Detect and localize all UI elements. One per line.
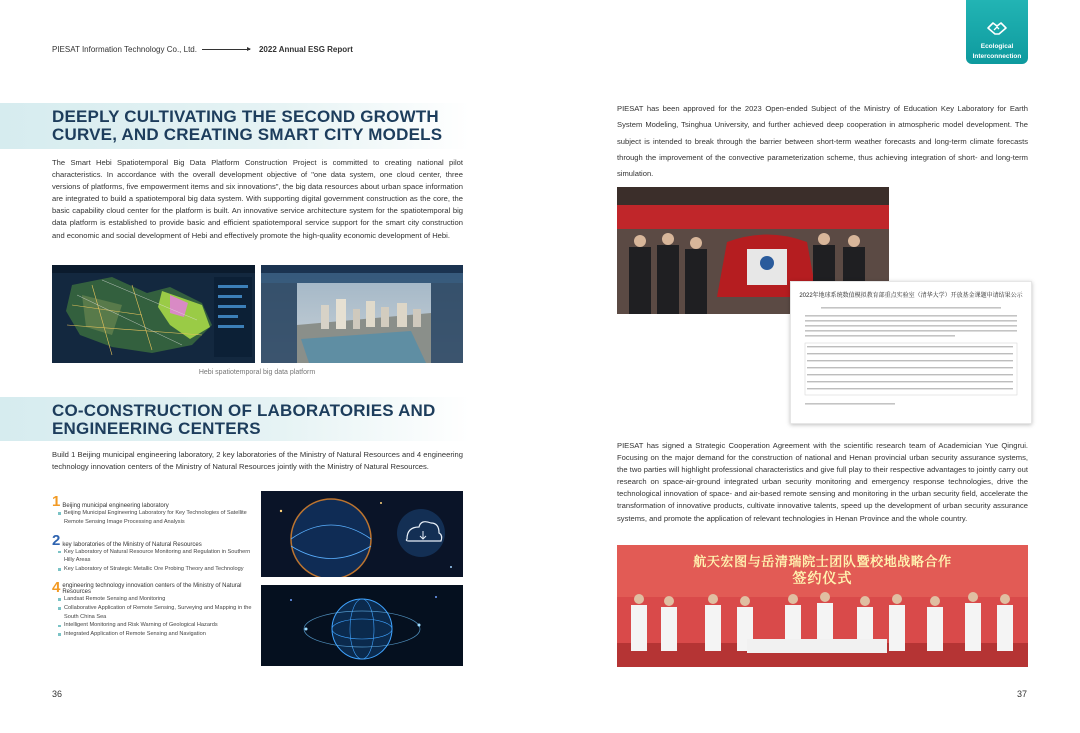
platform-caption: Hebi spatiotemporal big data platform xyxy=(198,369,316,376)
academician-paragraph: PIESAT has signed a Strategic Cooperation Agreement with the scientific research team of Academician Yue Qingrui. Focusing on the major demand for the construction of national and Henan provincial urban security assurance systems, the two parties will highlight professional characteristics and give full play to their respective advantages to jointly carry out research on space-air-ground integrated urban security monitoring and emergency response technologies, drive the technological innovation of space- and air-based remote sensing and monitoring in the urban security field, accelerate the transformation of innovative products, cultivate innovative talents, speed up the development of urban security assurance systems, and promote the application of relevant technologies in Henan Province and the whole country. xyxy=(617,441,1028,523)
announcement-document xyxy=(790,281,1032,424)
company-name: PIESAT Information Technology Co., Ltd. xyxy=(52,45,197,54)
hebi-map-image xyxy=(52,265,255,363)
handshake-icon xyxy=(986,20,1008,36)
lab-group-3 xyxy=(52,578,252,639)
lab-group-title: Beijing municipal engineering laboratory xyxy=(62,503,169,509)
smart-hebi-paragraph: The Smart Hebi Spatiotemporal Big Data Platform Construction Project is committed to creating national pilot characteristics. In accordance with the overall development objective of "one data system, one cloud center, three versions of platforms, five empowerment items and six innovations", the big data resources about urban space information are integrated to build a spatiotemporal big data system. With supporting digital government construction as the core, the basic capability cloud center for the platform is built. An innovative service architecture system for the spatiotemporal big data platform is established to provide basic and efficient spatiotemporal service support for the smart city construction and economic and social development of Hebi and effectively promote the high-quality economic development of Hebi. xyxy=(52,158,463,240)
lab-count: 2 xyxy=(52,531,61,549)
hebi-city-image xyxy=(261,265,463,363)
globe-tech-image xyxy=(261,585,463,666)
lab-item: Collaborative Application of Remote Sensing, Surveying and Mapping in the South China Sea xyxy=(52,604,252,622)
lab-group-header xyxy=(52,531,252,549)
announcement-title: 2022年地球系统数值模拟教育部重点实验室（清华大学）开放基金课题申请结果公示 xyxy=(799,293,1023,299)
lab-group-title: key laboratories of the Ministry of Natural Resources xyxy=(62,541,202,548)
lab-list xyxy=(52,495,252,646)
badge-label-2: Interconnection xyxy=(972,53,1022,60)
section-title-band-2 xyxy=(0,397,470,441)
arrow-icon xyxy=(202,49,250,50)
page-number-right: 37 xyxy=(1017,689,1028,699)
lab-item: Beijing Municipal Engineering Laboratory for Key Technologies of Satellite Remote Sensing Image Processing and Analysis xyxy=(52,509,252,527)
lab-group-header xyxy=(52,495,252,509)
banner-line-2: 签约仪式 xyxy=(792,571,853,587)
tsinghua-paragraph: PIESAT has been approved for the 2023 Open-ended Subject of the Ministry of Education Key Laboratory for Earth System Modeling, Tsinghua University, and further achieved deep cooperation in atmospheric model development. The subject is intended to break through the barrier between short-term weather forecasts and long-term climate forecasts through the improvement of the convective parameterization scheme, thus achieving integration of short- and long-term simulation. xyxy=(617,104,1028,179)
labs-intro-paragraph: Build 1 Beijing municipal engineering laboratory, 2 key laboratories of the Ministry of Natural Resources and 4 engineering technology innovation centers of the Ministry of Natural Resources jointly with the Ministry of Natural Resources. xyxy=(52,450,463,472)
lab-group-header xyxy=(52,578,252,596)
lab-item: Integrated Application of Remote Sensing and Navigation xyxy=(52,630,252,639)
lab-item: Key Laboratory of Natural Resource Monitoring and Regulation in Southern Hilly Areas xyxy=(52,548,252,566)
section-title-band xyxy=(0,103,470,149)
section-title-line-2: CURVE, AND CREATING SMART CITY MODELS xyxy=(52,125,443,144)
section-title-line-1: DEEPLY CULTIVATING THE SECOND GROWTH xyxy=(52,107,439,126)
lab-count: 1 xyxy=(52,493,61,510)
lab-group-2 xyxy=(52,531,252,574)
cloud-tech-image xyxy=(261,491,463,577)
lab-group-title: engineering technology innovation centers of the Ministry of Natural Resources xyxy=(62,582,242,595)
badge-label-1: Ecological xyxy=(980,43,1014,50)
signing-ceremony-photo xyxy=(617,545,1028,667)
page-number-left: 36 xyxy=(52,689,63,699)
lab-item: Key Laboratory of Strategic Metallic Ore Probing Theory and Technology xyxy=(52,565,252,574)
running-header xyxy=(52,45,353,54)
lab-group-1 xyxy=(52,495,252,527)
lab-count: 4 xyxy=(52,578,61,596)
section-title-2-line-1: CO-CONSTRUCTION OF LABORATORIES AND xyxy=(52,401,436,420)
lab-item: Landsat Remote Sensing and Monitoring xyxy=(52,595,252,604)
lab-item: Intelligent Monitoring and Risk Warning of Geological Hazards xyxy=(52,621,252,630)
banner-line-1: 航天宏图与岳清瑞院士团队暨校地战略合作 xyxy=(693,555,952,570)
section-title-2-line-2: ENGINEERING CENTERS xyxy=(52,419,261,438)
report-name: 2022 Annual ESG Report xyxy=(258,45,353,54)
section-badge[interactable] xyxy=(966,0,1028,64)
